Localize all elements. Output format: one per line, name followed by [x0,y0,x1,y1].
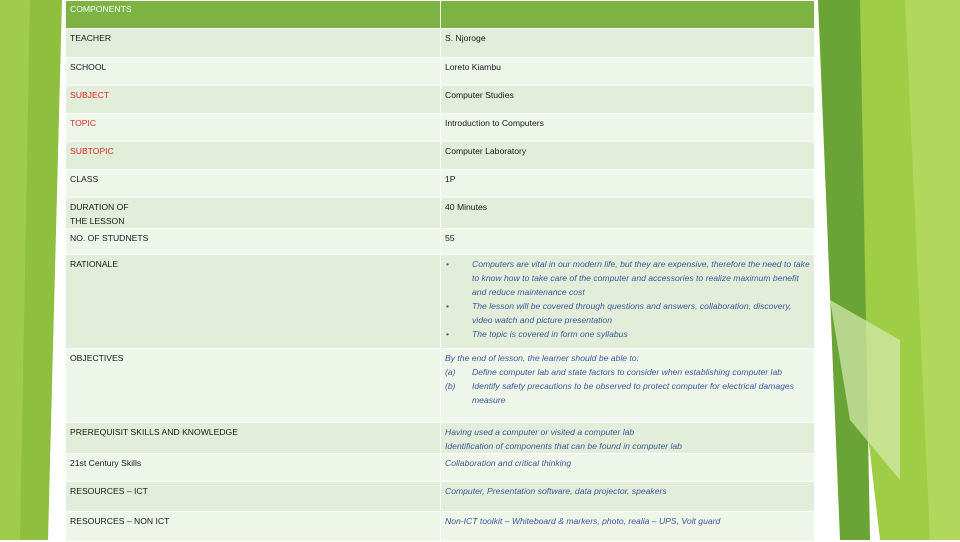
bullet-icon: • [446,301,450,311]
table-row-class [66,170,815,198]
header-components: COMPONENTS [66,1,441,29]
header-blank [441,1,815,29]
list-item [445,379,810,407]
list-item [445,299,810,327]
value-rationale [441,255,815,349]
value-topic: Introduction to Computers [441,114,815,142]
table-row-subtopic [66,142,815,170]
table-row-teacher [66,29,815,58]
lesson-plan-table [65,0,815,542]
rationale-list [445,257,810,341]
label-duration-line2: THE LESSON [70,216,125,226]
label-rationale: RATIONALE [66,255,441,349]
objective-marker-a: (a) [445,367,456,377]
objective-marker-b: (b) [445,381,456,391]
rationale-bullet-2: The lesson will be covered through questions and answers, collaboration, discovery, video watch and picture presentation [472,301,792,325]
label-prerequisite: PREREQUISIT SKILLS AND KNOWLEDGE [66,423,441,454]
list-item [445,327,810,341]
table-row-school [66,58,815,86]
label-students: NO. OF STUDNETS [66,229,441,255]
objective-text-a: Define computer lab and state factors to consider when establishing computer lab [472,367,783,377]
value-resources-ict: Computer, Presentation software, data projector, speakers [441,482,815,512]
table-row-students [66,229,815,255]
list-item [445,257,810,299]
label-resources-ict: RESOURCES – ICT [66,482,441,512]
table-row-rationale [66,255,815,349]
table-row-duration [66,198,815,229]
objectives-intro: By the end of lesson, the learner should be able to: [445,353,639,363]
bullet-icon: • [446,259,450,269]
label-duration [66,198,441,229]
value-subtopic: Computer Laboratory [441,142,815,170]
table-row-subject [66,86,815,114]
label-class: CLASS [66,170,441,198]
table-row-century-skills [66,454,815,482]
value-students: 55 [441,229,815,255]
value-prerequisite [441,423,815,454]
table-row-objectives [66,349,815,423]
value-subject: Computer Studies [441,86,815,114]
prerequisite-line2: Identification of components that can be found in computer lab [445,441,682,451]
table-row-resources-ict [66,482,815,512]
table-row-prerequisite [66,423,815,454]
rationale-bullet-1: Computers are vital in our modern life, but they are expensive, therefore the need to take to know how to take care of the computer and accessories to realize maximum benefit and reduce maintenance cost [472,259,810,297]
table-header-row [66,1,815,29]
prerequisite-line1: Having used a computer or visited a computer lab [445,427,635,437]
label-duration-line1: DURATION OF [70,202,129,212]
label-objectives: OBJECTIVES [66,349,441,423]
value-teacher: S. Njoroge [441,29,815,58]
list-item [445,365,810,379]
value-school: Loreto Kiambu [441,58,815,86]
value-class: 1P [441,170,815,198]
table-row-topic [66,114,815,142]
value-century-skills: Collaboration and critical thinking [441,454,815,482]
label-century-skills: 21st Century Skills [66,454,441,482]
objective-text-b: Identify safety precautions to be observed to protect computer for electrical damages measure [472,381,794,405]
label-school: SCHOOL [66,58,441,86]
rationale-bullet-3: The topic is covered in form one syllabus [472,329,628,339]
label-topic: TOPIC [66,114,441,142]
value-objectives [441,349,815,423]
label-teacher: TEACHER [66,29,441,58]
value-duration: 40 Minutes [441,198,815,229]
label-subject: SUBJECT [66,86,441,114]
bullet-icon: • [446,329,450,339]
value-resources-non-ict: Non-ICT toolkit – Whiteboard & markers, photo, realia – UPS, Volt guard [441,512,815,542]
label-resources-non-ict: RESOURCES – NON ICT [66,512,441,542]
table-row-resources-non-ict [66,512,815,542]
label-subtopic: SUBTOPIC [66,142,441,170]
